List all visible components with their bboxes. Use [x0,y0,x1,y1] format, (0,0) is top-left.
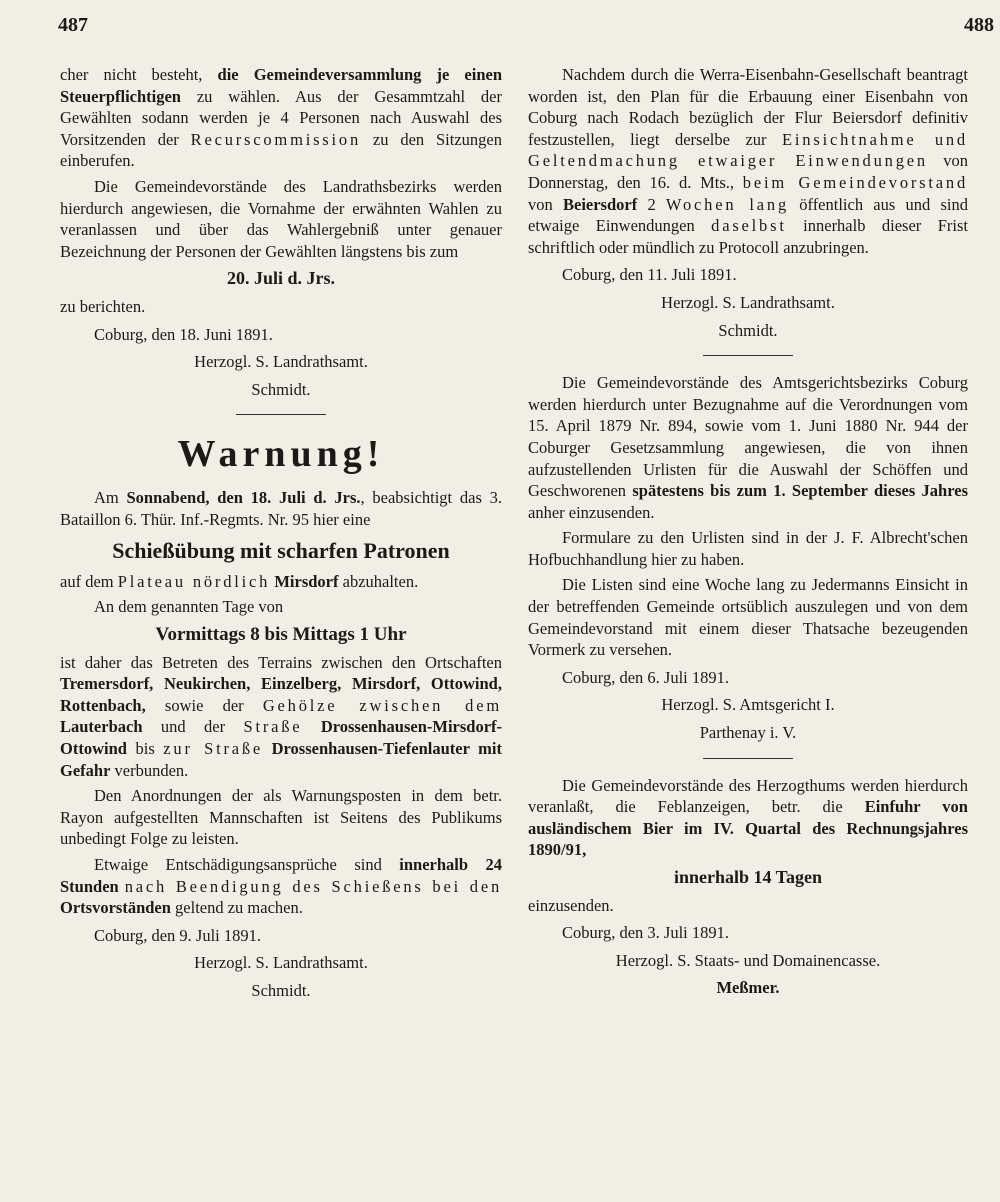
divider [236,414,326,415]
warning-date: Coburg, den 9. Juli 1891. [94,925,261,945]
railway-office: Herzogl. S. Landrathsamt. [661,292,835,312]
compensation-text: Etwaige Entschädigungsansprüche sind innerhalb 24 Stunden nach Beendigung des Schießens bei den Ortsvorständen geltend zu machen. [60,855,502,918]
paragraph-instruction: Die Gemeindevorstände des Landrathsbezirks werden hierdurch angewiesen, die Vornahme der erwähnten Wahlen zu veranlassen und über das Wahlergebniß unter genauer Bezeichnung der Personen der Gewählten längstens bis zum [60,176,502,261]
danger-zone-text: ist daher das Betreten des Terrains zwischen den Ortschaften Tremersdorf, Neukirchen, Einzelberg, Mirsdorf, Ottowind, Rottenbach, sowie der Gehölze zwischen dem Lauterbach und der Straße Drossenhausen-Mirsdorf-Ottowind bis zur Straße Drossenhausen-Tiefenlauter mit Gefahr verbunden. [60,652,503,780]
time-heading: Vormittags 8 bis Mittags 1 Uhr [155,623,407,645]
railway-date: Coburg, den 11. Juli 1891. [562,265,737,285]
jury-date: Coburg, den 6. Juli 1891. [562,667,729,687]
warning-office: Herzogl. S. Landrathsamt. [194,953,368,973]
notice-date: Coburg, den 18. Juni 1891. [94,324,273,344]
beer-notice: Die Gemeindevorstände des Herzogthums werden hierdurch veranlaßt, die Feblanzeigen, betr. die Einfuhr von ausländischem Bier im IV. Quartal des Rechnungsjahres 1890/91, [528,775,968,860]
jury-office: Herzogl. S. Amtsgericht I. [661,695,835,715]
jury-notice: Die Gemeindevorstände des Amtsgerichtsbezirks Coburg werden hierdurch unter Bezugnahme auf die Verordnungen vom 15. April 1879 Nr. 894, sowie vom 1. Juni 1880 Nr. 944 der Coburger Gesetzsammlung angewiesen, die von ihnen aufzustellenden Urlisten für die Auswahl der Schöffen und Geschworenen spätestens bis zum 1. September dieses Jahres anher einzusenden. [528,373,968,522]
exercise-heading: Schießübung mit scharfen Patronen [112,537,450,563]
warning-signature: Schmidt. [251,981,311,1000]
divider [703,355,793,356]
signature: Schmidt. [251,379,311,399]
date-intro: An dem genannten Tage von [94,597,284,617]
deadline-date: 20. Juli d. Jrs. [226,268,336,289]
submit-text: einzusenden. [528,895,614,915]
beer-date: Coburg, den 3. Juli 1891. [562,923,729,943]
jury-signature: Parthenay i. V. [699,723,797,743]
lists-text: Die Listen sind eine Woche lang zu Jedermanns Einsicht in der betreffenden Gemeinde ortsüblich auszulegen und von dem Gemeindevorstand mit einem dieser Thatsache bezeugenden Vormerk zu versehen. [528,575,968,660]
page-number-right: 488 [964,14,994,36]
warning-title: Warnung! [177,433,385,476]
forms-text: Formulare zu den Urlisten sind in der J. F. Albrecht'schen Hofbuchhandlung hier zu haben. [528,528,968,569]
warning-intro: Am Sonnabend, den 18. Juli d. Jrs., beabsichtigt das 3. Bataillon 6. Thür. Inf.-Regmts. Nr. 95 hier eine [60,488,502,529]
orders-text: Den Anordnungen der als Warnungsposten in dem betr. Rayon aufgestellten Mannschaften ist Seitens des Publikums unbedingt Folge zu leisten. [60,786,502,849]
left-column [60,64,502,1012]
divider [703,758,793,759]
beer-signature: Meßmer. [716,978,780,998]
railway-signature: Schmidt. [718,320,778,340]
location-text: auf dem Plateau nördlich Mirsdorf abzuhalten. [60,571,419,591]
beer-office: Herzogl. S. Staats- und Domainencasse. [615,950,881,970]
paragraph-commission: cher nicht besteht, die Gemeindeversammlung je einen Steuerpflichtigen zu wählen. Aus der Gesammtzahl der Gewählten sodann werden je 4 Personen nach Auswahl des Vorsitzenden der Recurscommission zu den Sitzungen einberufen. [60,65,502,171]
beer-deadline: innerhalb 14 Tagen [673,867,823,887]
issuing-office: Herzogl. S. Landrathsamt. [194,352,368,372]
right-column [528,64,968,1009]
page-number-left: 487 [58,14,88,36]
railway-notice: Nachdem durch die Werra-Eisenbahn-Gesellschaft beantragt worden ist, den Plan für die Erbauung einer Eisenbahn von Coburg nach Rodach bezüglich der Flur Beiersdorf definitiv festzustellen, liegt derselbe zur Einsichtnahme und Geltendmachung etwaiger Einwendungen von Donnerstag, den 16. d. Mts., beim Gemeindevorstand von Beiersdorf 2 Wochen lang öffentlich aus und sind etwaige Einwendungen daselbst innerhalb dieser Frist schriftlich oder mündlich zu Protocoll anzubringen. [528,65,969,257]
report-text: zu berichten. [60,296,146,316]
